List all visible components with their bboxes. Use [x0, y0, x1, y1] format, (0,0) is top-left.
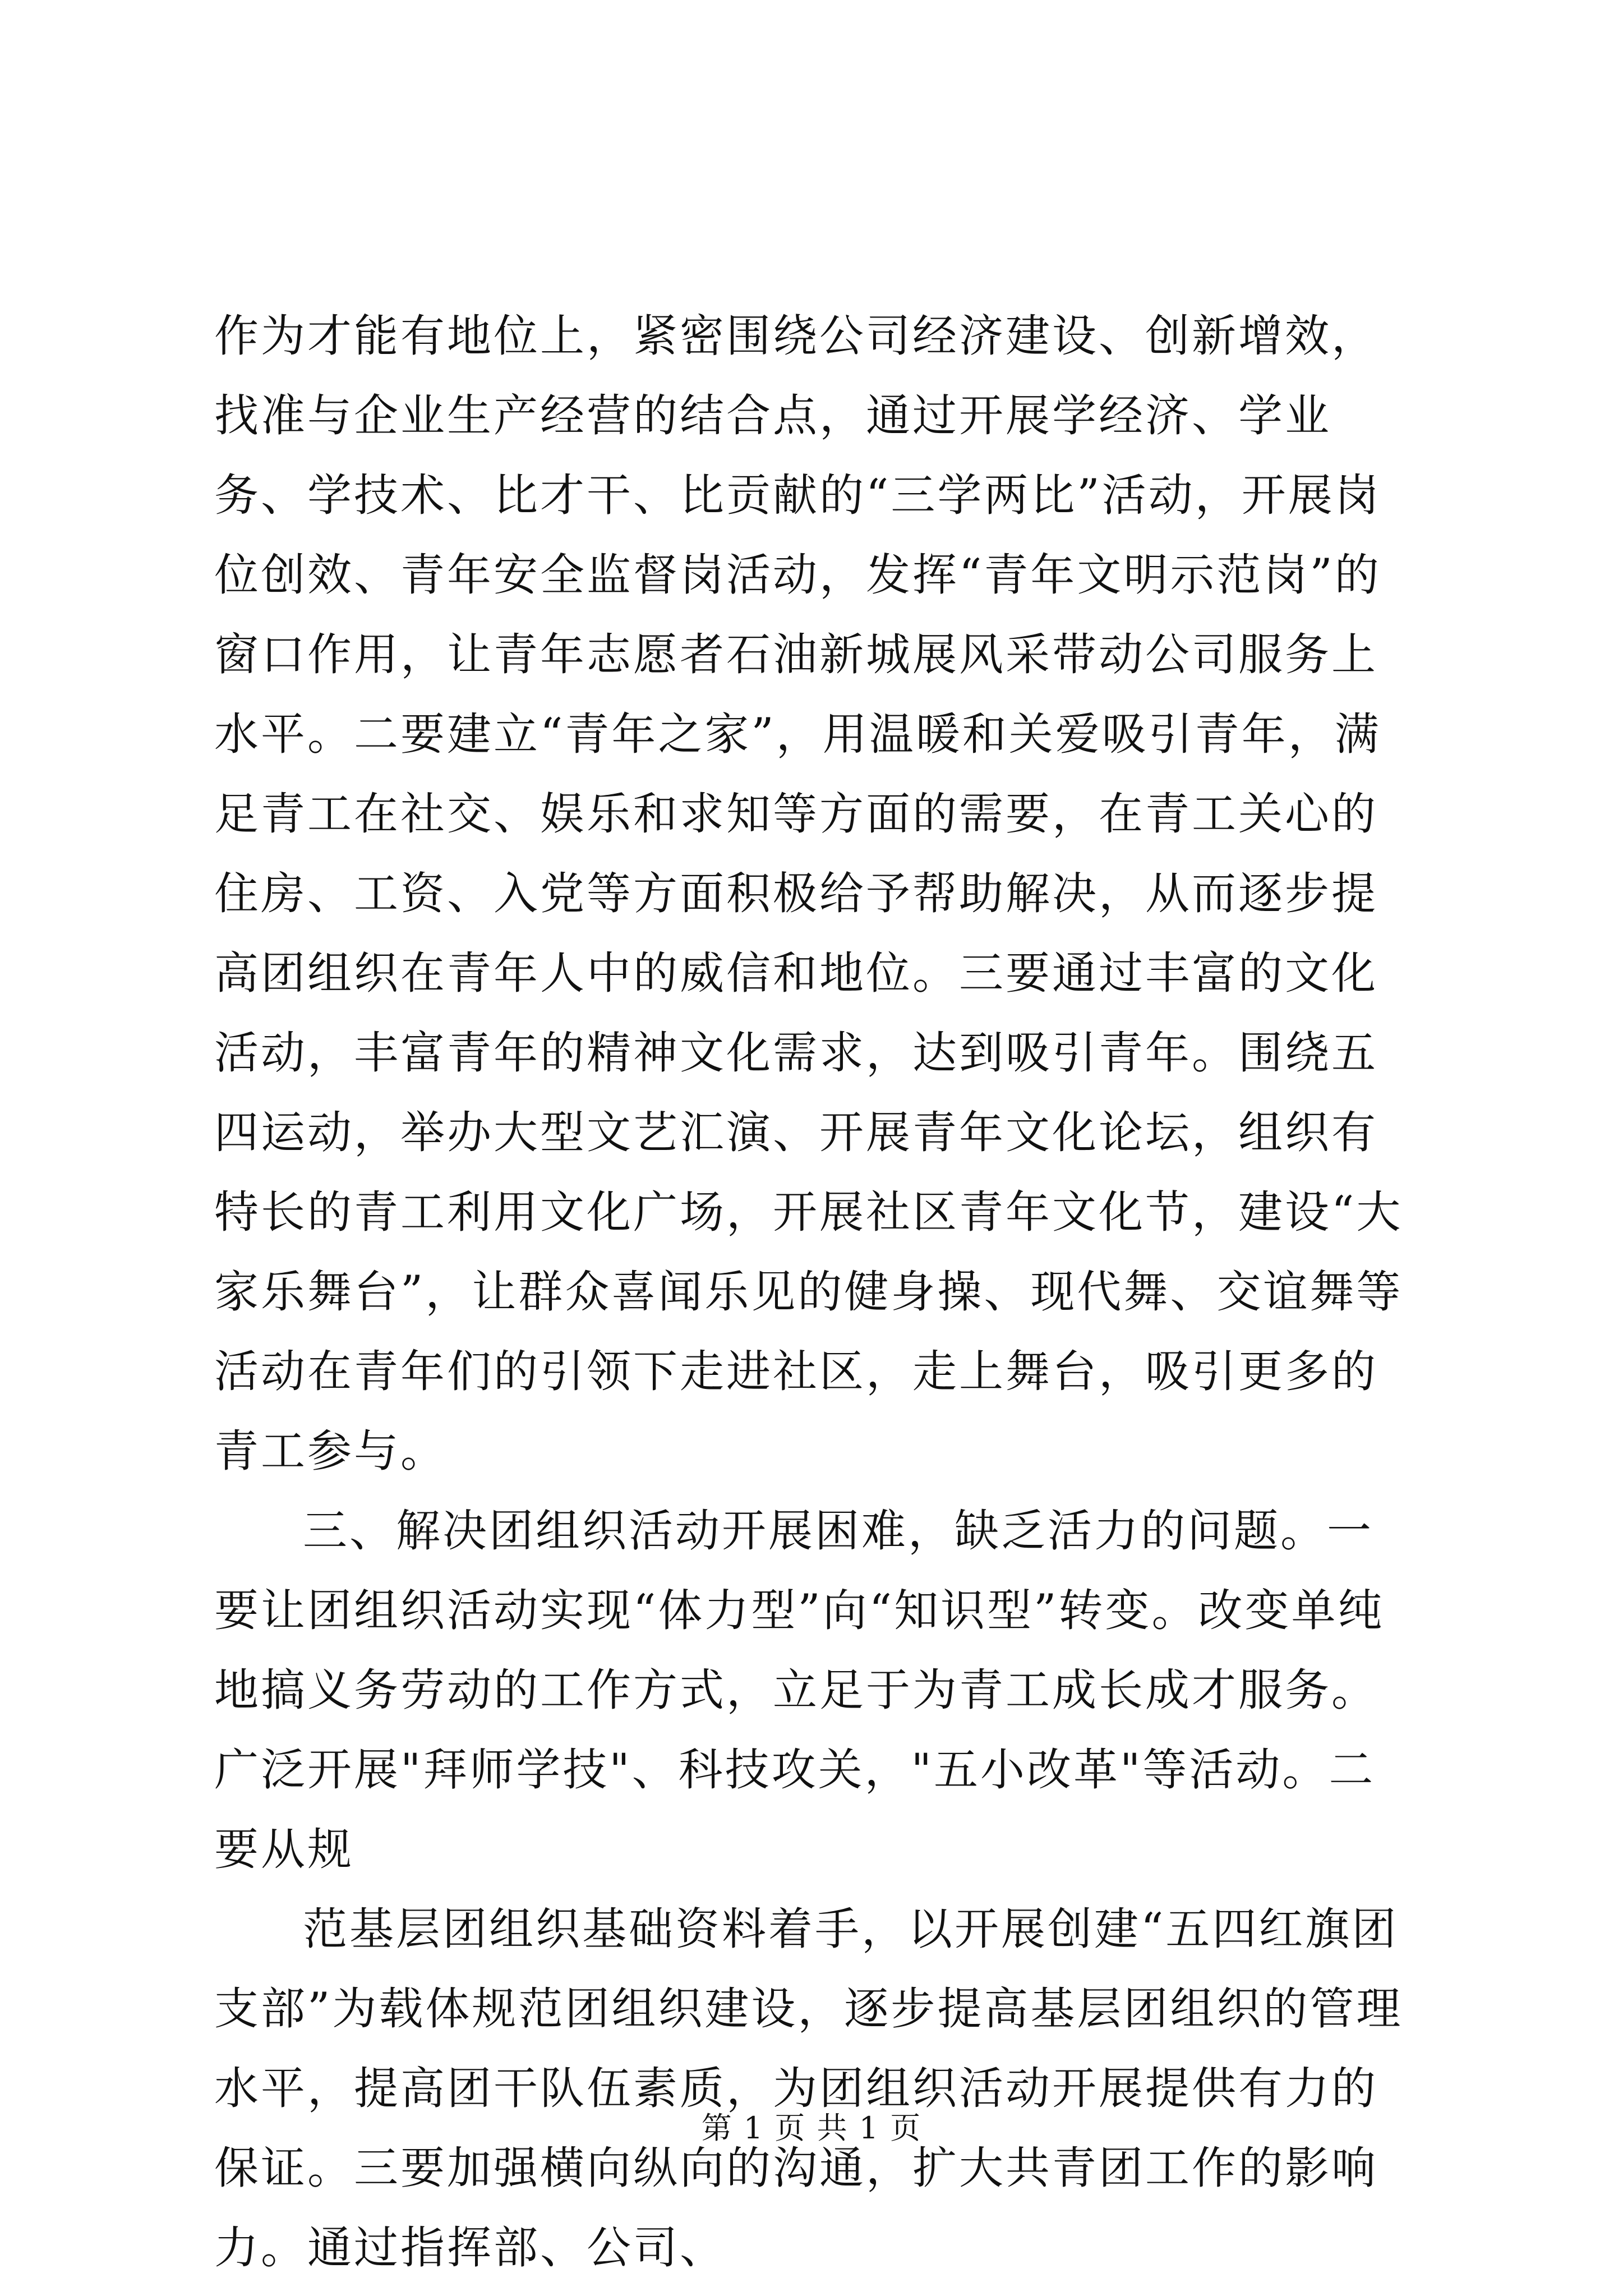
- paragraph-standardize-organization: 范基层团组织基础资料着手，以开展创建“五四红旗团支部”为载体规范团组织建设，逐步提高基层团组织的管理水平，提高团干队伍素质，为团组织活动开展提供有力的保证。三要加强横向纵向的沟通，扩大共青团工作的影响力。通过指挥部、公司、: [214, 1903, 1403, 2274]
- page-footer: 第 1 页 共 1 页: [701, 2110, 922, 2146]
- paragraph-section-three: 三、解决团组织活动开展困难，缺乏活力的问题。一要让团组织活动实现“体力型”向“知识型”转变。改变单纯地搞义务劳动的工作方式，立足于为青工成长成才服务。广泛开展"拜师学技"、科技攻关，"五小改革"等活动。二要从规: [214, 1505, 1385, 1875]
- document-body: [214, 296, 1414, 2288]
- paragraph-work-position: 作为才能有地位上，紧密围绕公司经济建设、创新增效，找准与企业生产经营的结合点，通过开展学经济、学业务、学技术、比才干、比贡献的“三学两比”活动，开展岗位创效、青年安全监督岗活动，发挥“青年文明示范岗”的窗口作用，让青年志愿者石油新城展风采带动公司服务上水平。二要建立“青年之家”，用温暖和关爱吸引青年，满足青工在社交、娱乐和求知等方面的需要，在青工关心的住房、工资、入党等方面积极给予帮助解决，从而逐步提高团组织在青年人中的威信和地位。三要通过丰富的文化活动，丰富青年的精神文化需求，达到吸引青年。围绕五四运动，举办大型文艺汇演、开展青年文化论坛，组织有特长的青工利用文化广场，开展社区青年文化节，建设“大家乐舞台”，让群众喜闻乐见的健身操、现代舞、交谊舞等活动在青年们的引领下走进社区，走上舞台，吸引更多的青工参与。: [214, 310, 1403, 1477]
